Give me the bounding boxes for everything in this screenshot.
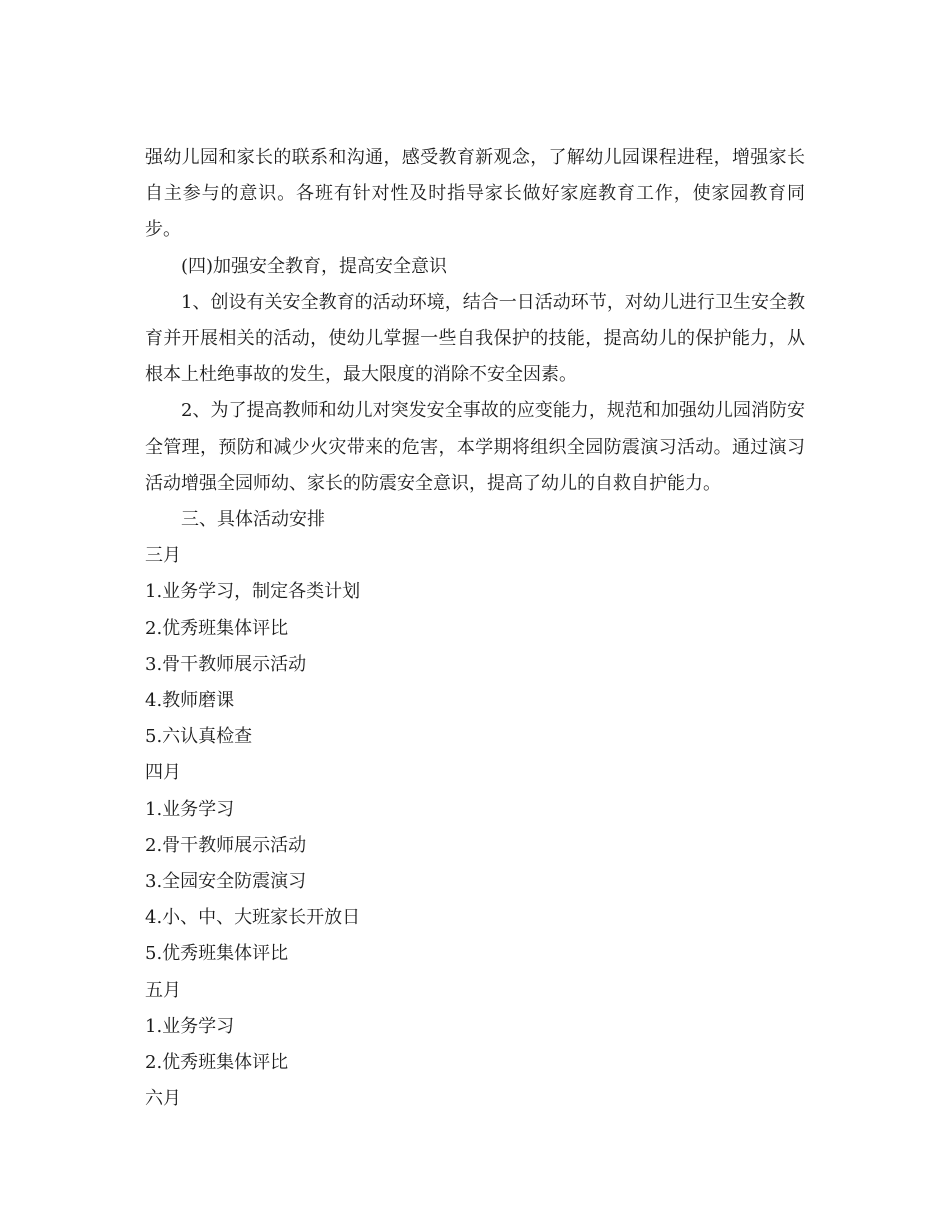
list-item: 2.骨干教师展示活动 bbox=[145, 834, 307, 856]
month-heading-april: 四月 bbox=[145, 762, 181, 784]
month-heading-march: 三月 bbox=[145, 545, 181, 567]
list-item: 4.教师磨课 bbox=[145, 690, 235, 712]
paragraph-safety-2: 2、为了提高教师和幼儿对突发安全事故的应变能力，规范和加强幼儿园消防安全管理，预防和减少火灾带来的危害，本学期将组织全园防震演习活动。通过演习活动增强全园师幼、家长的防震安全意识，提高了幼儿的自救自护能力。 bbox=[145, 400, 805, 494]
list-item: 3.骨干教师展示活动 bbox=[145, 653, 307, 675]
month-heading-may: 五月 bbox=[145, 979, 181, 1001]
list-item: 2.优秀班集体评比 bbox=[145, 1052, 289, 1074]
month-heading-june: 六月 bbox=[145, 1088, 181, 1110]
list-item: 5.六认真检查 bbox=[145, 726, 253, 748]
list-item: 4.小、中、大班家长开放日 bbox=[145, 907, 361, 929]
list-item: 1.业务学习 bbox=[145, 1015, 235, 1037]
document-body bbox=[145, 140, 805, 1117]
list-item: 1.业务学习，制定各类计划 bbox=[145, 581, 361, 603]
paragraph-safety-1: 1、创设有关安全教育的活动环境，结合一日活动环节，对幼儿进行卫生安全教育并开展相关的活动，使幼儿掌握一些自我保护的技能，提高幼儿的保护能力，从根本上杜绝事故的发生，最大限度的消除不安全因素。 bbox=[145, 291, 805, 386]
paragraph-home-school: 强幼儿园和家长的联系和沟通，感受教育新观念，了解幼儿园课程进程，增强家长自主参与的意识。各班有针对性及时指导家长做好家庭教育工作，使家园教育同步。 bbox=[145, 147, 805, 241]
list-item: 3.全园安全防震演习 bbox=[145, 871, 307, 893]
list-item: 2.优秀班集体评比 bbox=[145, 617, 289, 639]
section-heading-safety: (四)加强安全教育，提高安全意识 bbox=[181, 255, 448, 277]
list-item: 1.业务学习 bbox=[145, 798, 235, 820]
section-heading-schedule: 三、具体活动安排 bbox=[181, 509, 325, 531]
list-item: 5.优秀班集体评比 bbox=[145, 943, 289, 965]
